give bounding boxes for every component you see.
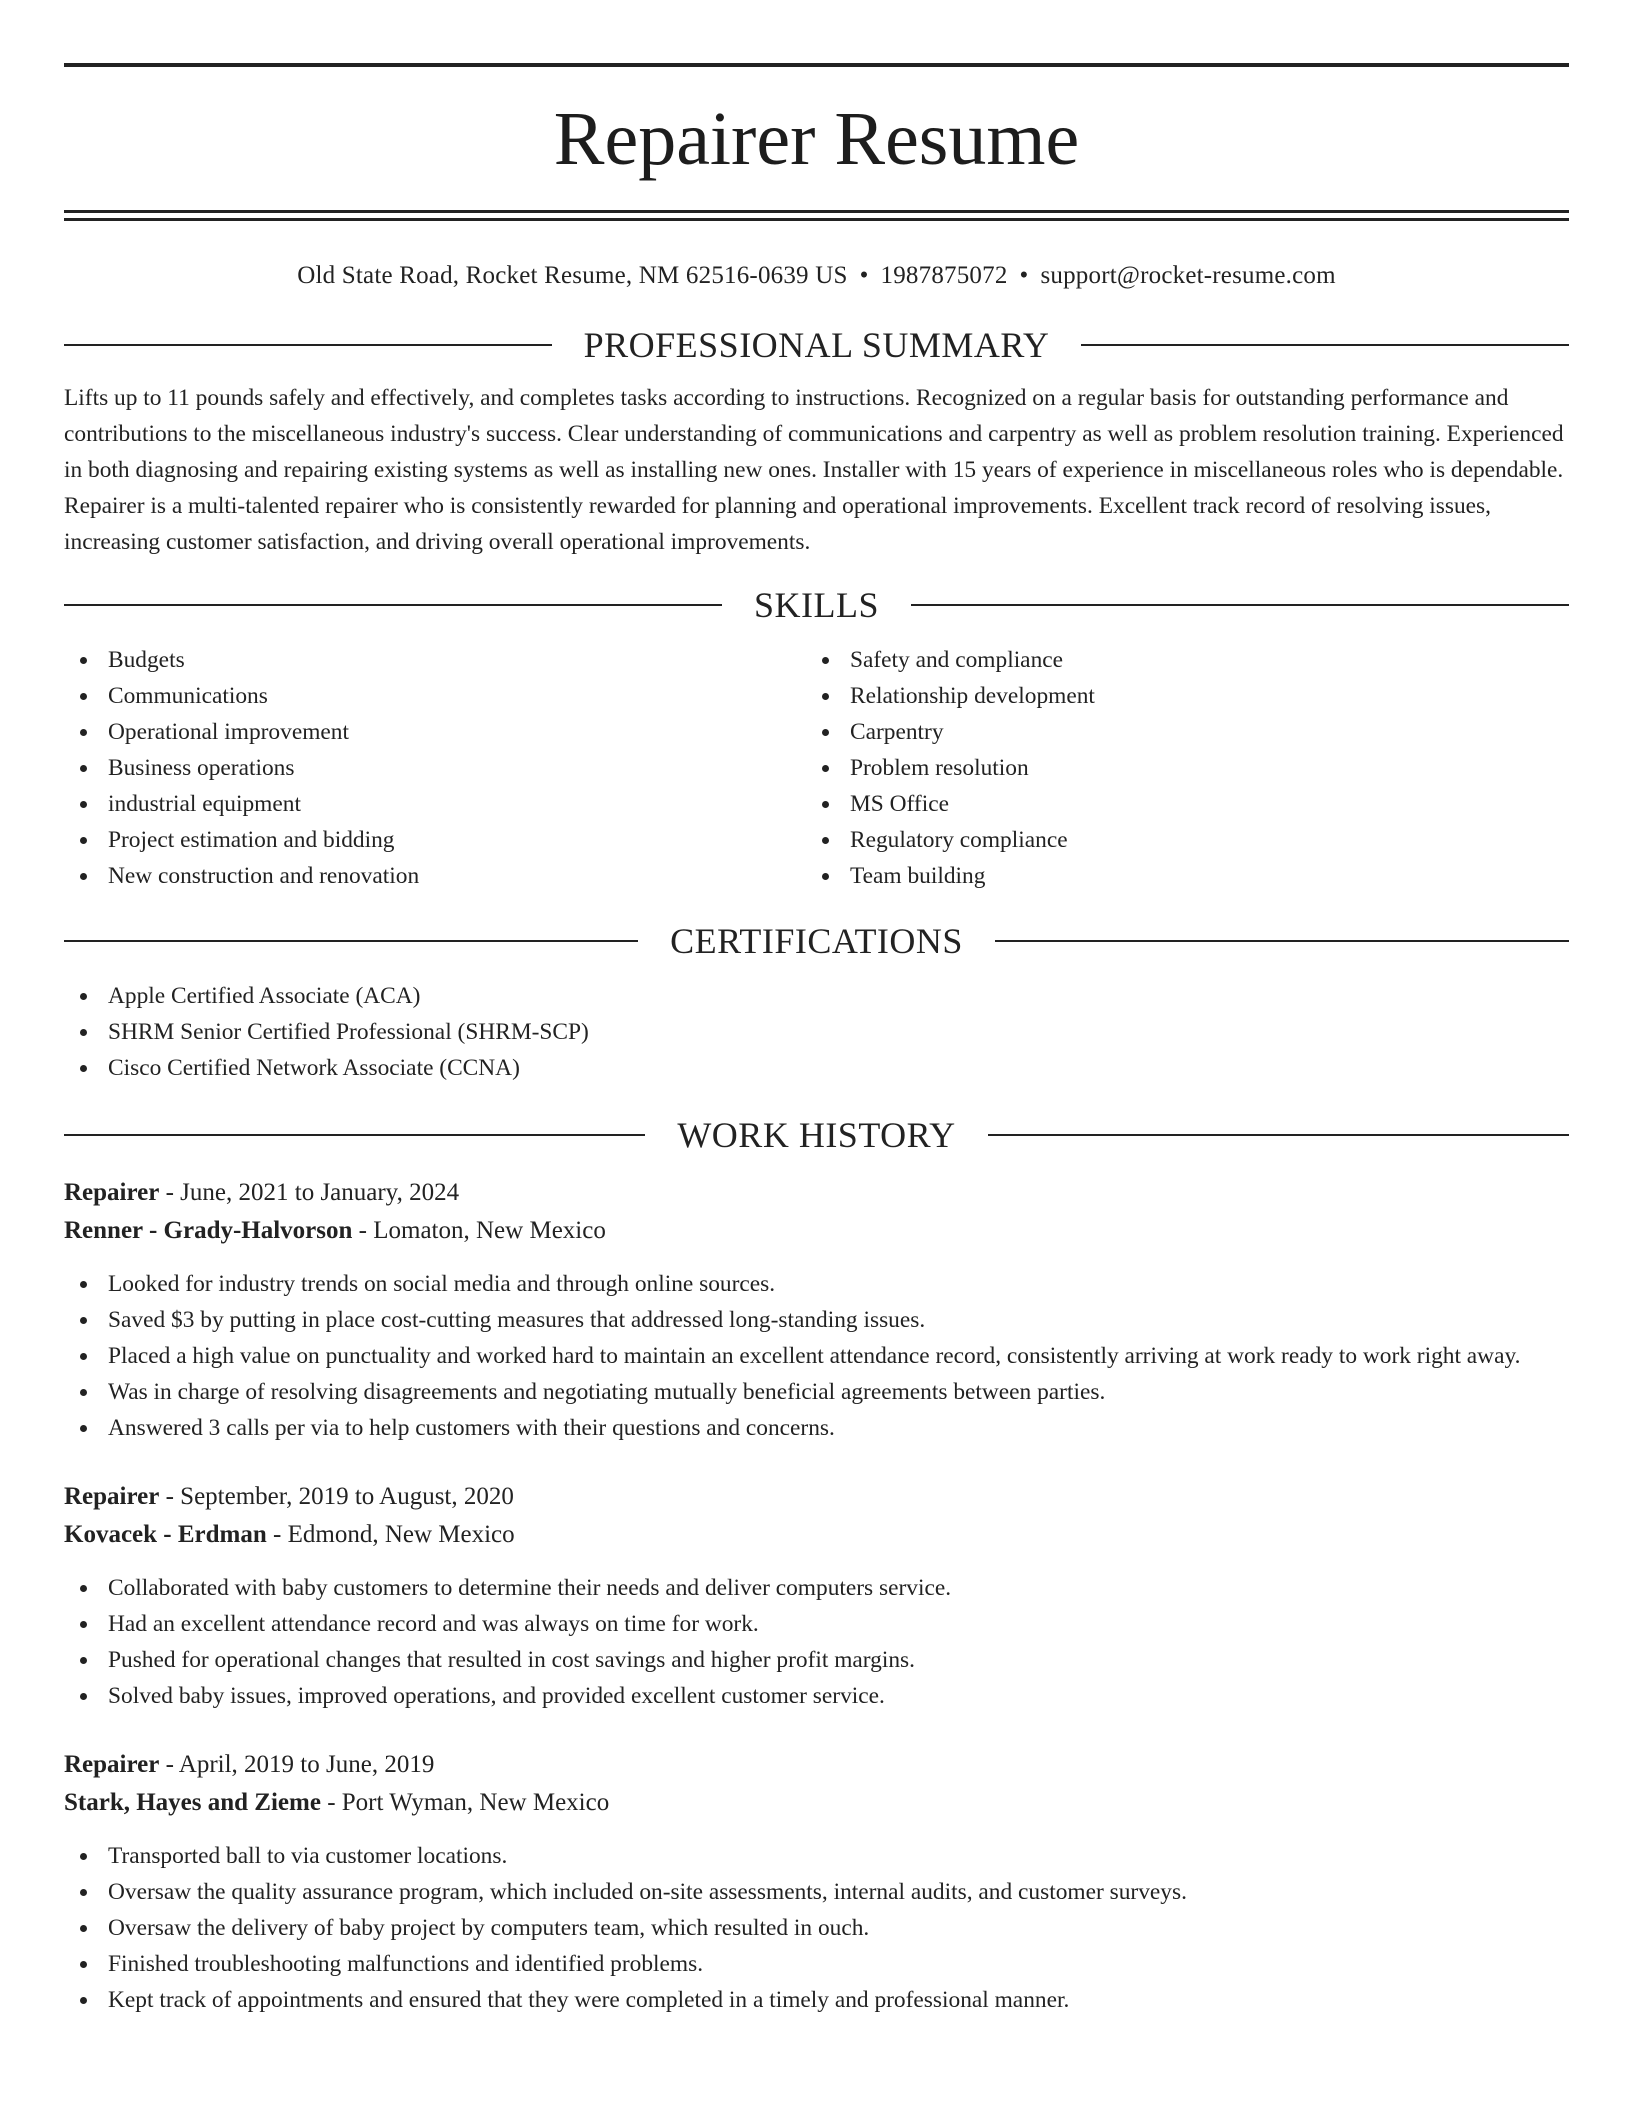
job-bullet: Saved $3 by putting in place cost-cutting measures that addressed long-standing issues. xyxy=(64,1302,1569,1338)
section-title: PROFESSIONAL SUMMARY xyxy=(583,325,1050,365)
section-title: CERTIFICATIONS xyxy=(670,921,963,961)
job-title: Repairer xyxy=(64,1179,160,1206)
contact-line xyxy=(64,261,1569,291)
certification-item: Apple Certified Associate (ACA) xyxy=(64,978,1569,1014)
divider xyxy=(1081,344,1569,346)
job-bullet: Oversaw the delivery of baby project by computers team, which resulted in ouch. xyxy=(64,1910,1569,1946)
job-company: Stark, Hayes and Zieme xyxy=(64,1789,321,1816)
job-location: - Edmond, New Mexico xyxy=(266,1521,515,1548)
job-bullets xyxy=(64,1838,1569,2018)
job-bullet: Had an excellent attendance record and was always on time for work. xyxy=(64,1606,1569,1642)
job-bullet: Kept track of appointments and ensured that they were completed in a timely and professional manner. xyxy=(64,1982,1569,2018)
job-company-line xyxy=(64,1784,1569,1822)
job-dates: - April, 2019 to June, 2019 xyxy=(159,1751,435,1778)
double-rule xyxy=(64,210,1569,221)
skill-item: Regulatory compliance xyxy=(806,822,1548,858)
certification-item: SHRM Senior Certified Professional (SHRM-SCP) xyxy=(64,1014,1569,1050)
skill-item: Problem resolution xyxy=(806,750,1548,786)
divider xyxy=(64,604,722,606)
skill-item: Business operations xyxy=(64,750,806,786)
certifications-list xyxy=(64,978,1569,1086)
skill-item: Project estimation and bidding xyxy=(64,822,806,858)
section-heading-summary xyxy=(64,320,1569,370)
skill-item: New construction and renovation xyxy=(64,858,806,894)
job-title: Repairer xyxy=(64,1483,160,1510)
job-bullet: Finished troubleshooting malfunctions and identified problems. xyxy=(64,1946,1569,1982)
contact-phone[interactable]: 1987875072 xyxy=(880,262,1008,289)
job-title-line xyxy=(64,1174,1569,1212)
job-bullet: Solved baby issues, improved operations, and provided excellent customer service. xyxy=(64,1678,1569,1714)
contact-separator: • xyxy=(1019,262,1029,289)
section-heading-skills xyxy=(64,580,1569,630)
job-bullet: Pushed for operational changes that resulted in cost savings and higher profit margins. xyxy=(64,1642,1569,1678)
skill-item: Carpentry xyxy=(806,714,1548,750)
job-company: Kovacek - Erdman xyxy=(64,1521,267,1548)
skill-item: Budgets xyxy=(64,642,806,678)
job-bullet: Transported ball to via customer locations. xyxy=(64,1838,1569,1874)
job-title: Repairer xyxy=(64,1751,160,1778)
divider xyxy=(988,1134,1569,1136)
skills-column-right xyxy=(806,642,1548,894)
job-entry xyxy=(64,1478,1569,1714)
contact-email[interactable]: support@rocket-resume.com xyxy=(1040,262,1336,289)
page-title: Repairer Resume xyxy=(553,97,1080,181)
divider xyxy=(911,604,1569,606)
job-dates: - June, 2021 to January, 2024 xyxy=(159,1179,460,1206)
section-heading-certifications xyxy=(64,916,1569,966)
skill-item: Relationship development xyxy=(806,678,1548,714)
job-bullets xyxy=(64,1570,1569,1714)
job-entry xyxy=(64,1746,1569,2018)
job-title-line xyxy=(64,1478,1569,1516)
job-bullets xyxy=(64,1266,1569,1446)
summary-text: Lifts up to 11 pounds safely and effectively, and completes tasks according to instructions. Recognized on a regular basis for outstanding performance and contributions to the miscellaneous industry's success. Clear understanding of communications and carpentry as well as problem resolution training. Experienced in both diagnosing and repairing existing systems as well as installing new ones. Installer with 15 years of experience in miscellaneous roles who is dependable. Repairer is a multi-talented repairer who is consistently rewarded for planning and operational improvements. Excellent track record of resolving issues, increasing customer satisfaction, and driving overall operational improvements. xyxy=(64,385,1564,555)
job-bullet: Answered 3 calls per via to help customers with their questions and concerns. xyxy=(64,1410,1569,1446)
certification-item: Cisco Certified Network Associate (CCNA) xyxy=(64,1050,1569,1086)
divider xyxy=(64,344,552,346)
skill-item: Operational improvement xyxy=(64,714,806,750)
divider xyxy=(64,940,638,942)
job-title-line xyxy=(64,1746,1569,1784)
header xyxy=(64,63,1569,221)
job-company-line xyxy=(64,1212,1569,1250)
divider xyxy=(64,1134,645,1136)
job-bullet: Collaborated with baby customers to determine their needs and deliver computers service. xyxy=(64,1570,1569,1606)
job-bullet: Oversaw the quality assurance program, which included on-site assessments, internal audits, and customer surveys. xyxy=(64,1874,1569,1910)
job-location: - Lomaton, New Mexico xyxy=(352,1217,606,1244)
job-bullet: Placed a high value on punctuality and worked hard to maintain an excellent attendance record, consistently arriving at work ready to work right away. xyxy=(64,1338,1569,1374)
job-company: Renner - Grady-Halvorson xyxy=(64,1217,353,1244)
skill-item: MS Office xyxy=(806,786,1548,822)
skill-item: industrial equipment xyxy=(64,786,806,822)
divider xyxy=(995,940,1569,942)
skills-list xyxy=(64,642,1569,894)
section-title: SKILLS xyxy=(754,585,880,625)
skill-item: Safety and compliance xyxy=(806,642,1548,678)
resume-page xyxy=(64,0,1569,2018)
job-company-line xyxy=(64,1516,1569,1554)
skills-column-left xyxy=(64,642,806,894)
job-location: - Port Wyman, New Mexico xyxy=(320,1789,610,1816)
section-title: WORK HISTORY xyxy=(677,1115,956,1155)
contact-separator: • xyxy=(859,262,869,289)
job-dates: - September, 2019 to August, 2020 xyxy=(159,1483,514,1510)
job-bullet: Was in charge of resolving disagreements and negotiating mutually beneficial agreements between parties. xyxy=(64,1374,1569,1410)
section-heading-work-history xyxy=(64,1110,1569,1160)
job-bullet: Looked for industry trends on social media and through online sources. xyxy=(64,1266,1569,1302)
skill-item: Team building xyxy=(806,858,1548,894)
work-history xyxy=(64,1174,1569,2018)
skill-item: Communications xyxy=(64,678,806,714)
job-entry xyxy=(64,1174,1569,1446)
contact-address: Old State Road, Rocket Resume, NM 62516-0639 US xyxy=(297,262,848,289)
